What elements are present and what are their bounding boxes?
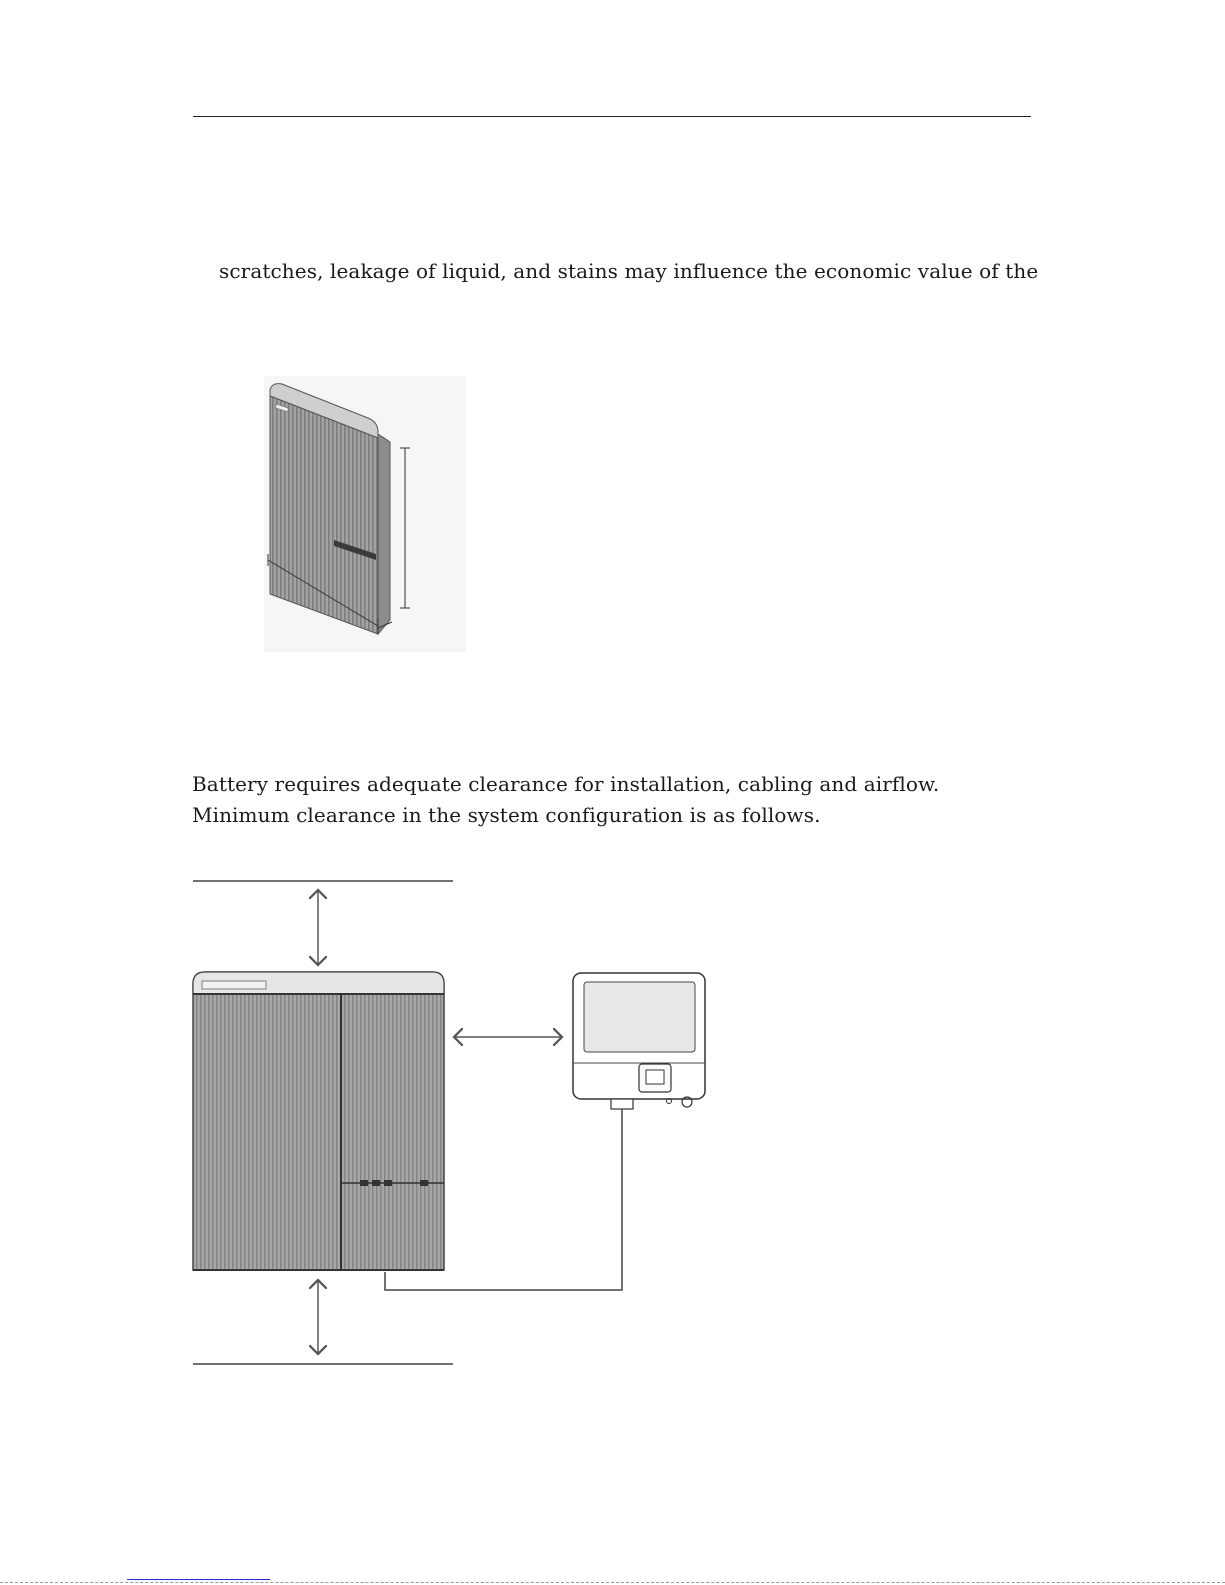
body-paragraph-1: scratches, leakage of liquid, and stains may influence the economic value of the: [219, 259, 1039, 283]
battery-logo-plate: [202, 981, 266, 989]
footer-rule: [0, 1582, 1225, 1583]
battery-side-face: [378, 434, 390, 634]
body-paragraph-2-line-1: Battery requires adequate clearance for installation, cabling and airflow.: [192, 772, 940, 796]
inverter-cable-port: [611, 1099, 633, 1109]
battery-front-view: [193, 972, 444, 1270]
clearance-figure: [188, 870, 728, 1380]
battery-iso-figure: [264, 376, 466, 652]
body-paragraph-2: [192, 769, 939, 831]
battery-front-face: [270, 396, 378, 634]
inverter-cover-panel: [584, 982, 695, 1052]
body-paragraph-2-line-2: Minimum clearance in the system configuration is as follows.: [192, 803, 821, 827]
footer-link-underline[interactable]: [127, 1579, 270, 1580]
header-rule: [193, 116, 1031, 117]
